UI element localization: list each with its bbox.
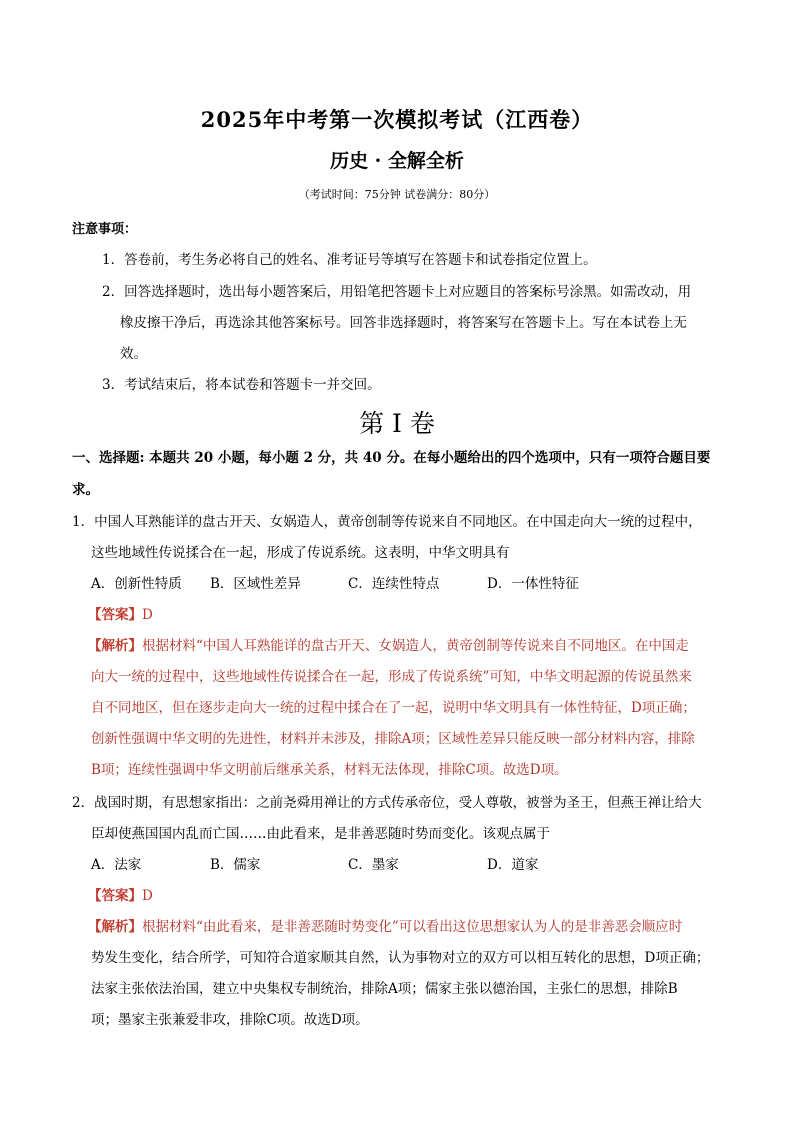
analysis-text: 根据材料“由此看来，是非善恶随时势变化”可以看出这位思想家认为人的是非善恶会顺应时 — [142, 919, 683, 935]
page-subtitle: 历史 · 全解全析 — [330, 150, 464, 172]
analysis-tag: 【解析】 — [88, 638, 142, 654]
analysis-text: 项；墨家主张兼爱非攻，排除C项。故选D项。 — [91, 1012, 369, 1028]
question-stem: 这些地域性传说揉合在一起，形成了传说系统。这表明，中华文明具有 — [91, 545, 510, 561]
question-stem: 臣却使燕国国内乱而亡国……由此看来，是非善恶随时势而变化。该观点属于 — [91, 826, 550, 842]
section-instruction-cont: 求。 — [72, 482, 99, 498]
question-stem: 1．中国人耳熟能详的盘古开天、女娲造人，黄帝创制等传说来自不同地区。在中国走向大一统的过程中， — [72, 514, 702, 530]
answer-tag: 【答案】 — [88, 607, 142, 623]
answer-tag: 【答案】 — [88, 888, 142, 904]
notice-item: 3．考试结束后，将本试卷和答题卡一并交回。 — [102, 377, 381, 393]
option-c: C．墨家 — [348, 857, 399, 873]
answer-line — [88, 884, 153, 904]
notice-heading: 注意事项： — [72, 222, 138, 237]
page-title: 2025年中考第一次模拟考试（江西卷） — [200, 107, 594, 132]
notice-item: 效。 — [120, 346, 147, 362]
option-d: D．一体性特征 — [487, 576, 579, 592]
option-c: C．连续性特点 — [348, 576, 440, 592]
question-stem: 2．战国时期，有思想家指出：之前尧舜用禅让的方式传承帝位，受人尊敬，被誉为圣王，但燕王禅让给大 — [72, 795, 702, 811]
option-a: A．创新性特质 — [91, 576, 182, 592]
notice-item: 1．答卷前，考生务必将自己的姓名、准考证号等填写在答题卡和试卷指定位置上。 — [102, 252, 597, 268]
option-b: B．儒家 — [210, 857, 261, 873]
volume-heading: 第 I 卷 — [359, 409, 435, 438]
analysis-text: B项；连续性强调中华文明前后继承关系，材料无法体现，排除C项。故选D项。 — [91, 762, 568, 778]
option-a: A．法家 — [91, 857, 142, 873]
exam-info: （考试时间：75分钟 试卷满分：80分） — [298, 188, 496, 201]
analysis-text: 自不同地区，但在逐步走向大一统的过程中揉合在了一起，说明中华文明具有一体性特征，D项正确； — [91, 700, 696, 716]
notice-item: 橡皮擦干净后，再选涂其他答案标号。回答非选择题时，将答案写在答题卡上。写在本试卷上无 — [120, 315, 687, 331]
analysis-text: 法家主张依法治国，建立中央集权专制统治，排除A项；儒家主张以德治国，主张仁的思想，排除B — [91, 981, 678, 997]
answer-value: D — [142, 607, 153, 623]
section-instruction: 一、选择题: 本题共 20 小题，每小题 2 分，共 40 分。在每小题给出的四个选项中，只有一项符合题目要 — [72, 450, 711, 466]
analysis-text: 势发生变化，结合所学，可知符合道家顺其自然，认为事物对立的双方可以相互转化的思想，D项正确； — [91, 950, 710, 966]
analysis-tag: 【解析】 — [88, 919, 142, 935]
option-b: B．区域性差异 — [210, 576, 301, 592]
analysis-text: 根据材料“中国人耳熟能详的盘古开天、女娲造人，黄帝创制等传说来自不同地区。在中国走 — [142, 638, 689, 654]
analysis-line — [88, 634, 689, 654]
analysis-line — [88, 915, 682, 935]
analysis-text: 创新性强调中华文明的先进性，材料并未涉及，排除A项；区域性差异只能反映一部分材料内容，排除 — [91, 731, 695, 747]
answer-value: D — [142, 888, 153, 904]
option-d: D．道家 — [487, 857, 539, 873]
answer-line — [88, 603, 153, 623]
analysis-text: 向大一统的过程中，这些地域性传说揉合在一起，形成了传说系统”可知，中华文明起源的传说虽然来 — [91, 669, 692, 685]
notice-item: 2．回答选择题时，选出每小题答案后，用铅笔把答题卡上对应题目的答案标号涂黑。如需改动，用 — [102, 284, 692, 300]
